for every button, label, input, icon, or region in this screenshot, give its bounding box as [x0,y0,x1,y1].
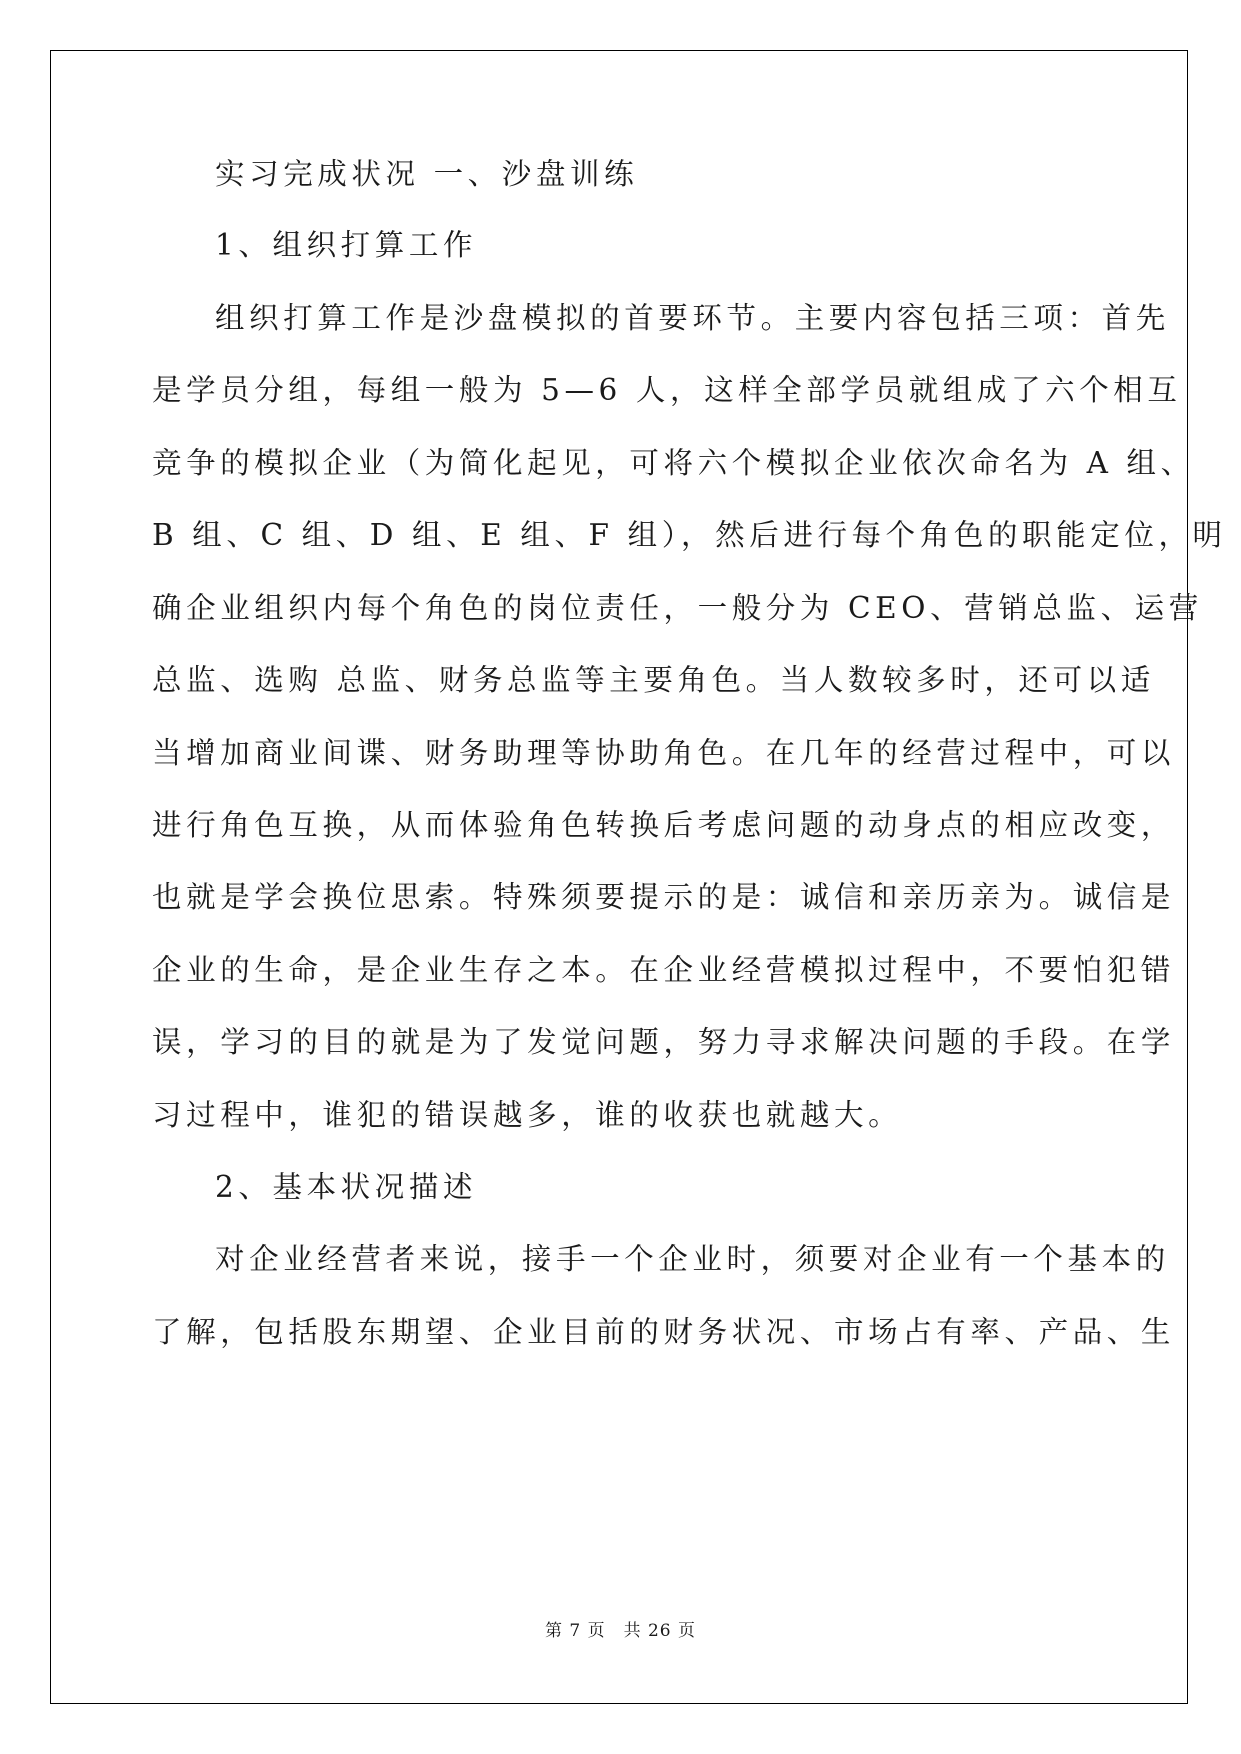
paragraph-1-line-3: 竞争的模拟企业（为简化起见，可将六个模拟企业依次命名为 A 组、 [152,446,1195,480]
section-1-title: 1、组织打算工作 [215,228,478,262]
paragraph-1-line-10: 企业的生命，是企业生存之本。在企业经营模拟过程中，不要怕犯错 [152,953,1176,987]
paragraph-1-line-7: 当增加商业间谍、财务助理等协助角色。在几年的经营过程中，可以 [152,736,1176,770]
paragraph-1-line-8: 进行角色互换，从而体验角色转换后考虑问题的动身点的相应改变， [152,808,1176,842]
paragraph-1-line-2: 是学员分组，每组一般为 5—6 人，这样全部学员就组成了六个相互 [152,373,1182,407]
paragraph-2-line-1: 对企业经营者来说，接手一个企业时，须要对企业有一个基本的 [215,1242,1170,1276]
paragraph-2-line-2: 了解，包括股东期望、企业目前的财务状况、市场占有率、产品、生 [152,1315,1176,1349]
paragraph-1-line-12: 习过程中，谁犯的错误越多，谁的收获也就越大。 [152,1098,903,1132]
paragraph-1-line-1: 组织打算工作是沙盘模拟的首要环节。主要内容包括三项：首先 [215,301,1170,335]
page-indicator: 第 7 页 共 26 页 [544,1621,697,1641]
paragraph-1-line-4: B 组、C 组、D 组、E 组、F 组），然后进行每个角色的职能定位，明 [152,518,1227,552]
paragraph-1-line-9: 也就是学会换位思索。特殊须要提示的是：诚信和亲历亲为。诚信是 [152,880,1176,914]
paragraph-1-line-6: 总监、选购 总监、财务总监等主要角色。当人数较多时，还可以适 [152,663,1155,697]
paragraph-1-line-5: 确企业组织内每个角色的岗位责任，一般分为 CEO、营销总监、运营 [152,591,1203,625]
document-heading: 实习完成状况 一、沙盘训练 [215,157,639,191]
paragraph-1-line-11: 误，学习的目的就是为了发觉问题，努力寻求解决问题的手段。在学 [152,1025,1176,1059]
section-2-title: 2、基本状况描述 [215,1170,478,1204]
